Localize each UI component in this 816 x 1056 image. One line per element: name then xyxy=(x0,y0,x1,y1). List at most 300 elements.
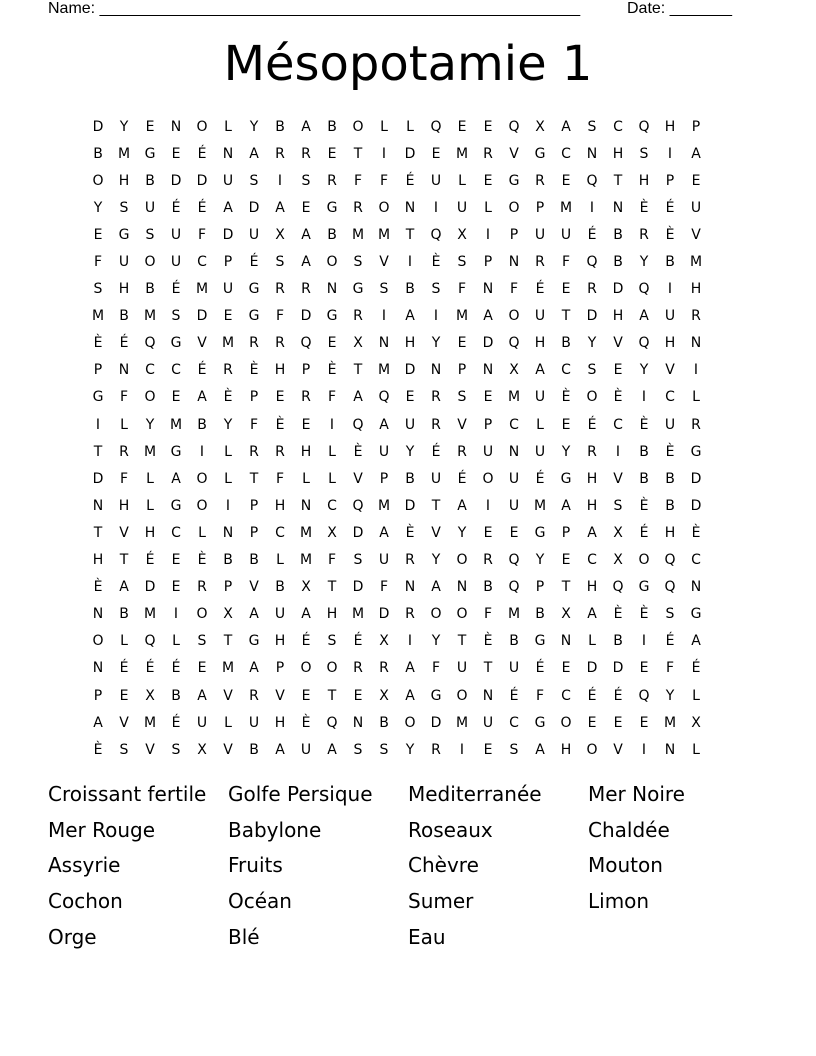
grid-letter[interactable]: N xyxy=(222,145,234,162)
grid-letter[interactable]: S xyxy=(353,254,363,271)
grid-letter[interactable]: Q xyxy=(586,172,598,189)
grid-letter[interactable]: É xyxy=(171,714,181,731)
grid-letter[interactable]: M xyxy=(507,389,521,406)
grid-letter[interactable]: M xyxy=(221,660,235,677)
grid-letter[interactable]: L xyxy=(172,633,180,650)
grid-letter[interactable]: G xyxy=(92,389,104,406)
grid-letter[interactable]: I xyxy=(433,199,439,216)
grid-letter[interactable]: D xyxy=(430,714,442,731)
grid-letter[interactable]: B xyxy=(119,308,129,325)
grid-letter[interactable]: X xyxy=(379,687,389,704)
grid-letter[interactable]: É xyxy=(587,226,597,243)
grid-letter[interactable]: C xyxy=(691,552,701,569)
grid-letter[interactable]: È xyxy=(691,524,701,541)
grid-letter[interactable]: T xyxy=(561,308,571,325)
grid-letter[interactable]: C xyxy=(561,687,571,704)
grid-letter[interactable]: É xyxy=(145,552,155,569)
grid-letter[interactable]: L xyxy=(198,524,206,541)
grid-letter[interactable]: S xyxy=(119,199,129,216)
grid-letter[interactable]: É xyxy=(535,470,545,487)
grid-letter[interactable]: C xyxy=(561,145,571,162)
grid-letter[interactable]: R xyxy=(301,145,311,162)
grid-letter[interactable]: È xyxy=(483,633,493,650)
grid-letter[interactable]: I xyxy=(589,199,595,216)
grid-letter[interactable]: E xyxy=(691,172,701,189)
grid-letter[interactable]: Q xyxy=(430,118,442,135)
grid-letter[interactable]: È xyxy=(431,254,441,271)
grid-letter[interactable]: N xyxy=(92,606,104,623)
grid-letter[interactable]: U xyxy=(664,416,676,433)
grid-letter[interactable]: R xyxy=(457,443,467,460)
grid-letter[interactable]: É xyxy=(353,633,363,650)
grid-letter[interactable]: G xyxy=(638,579,650,596)
grid-letter[interactable]: A xyxy=(639,308,649,325)
grid-letter[interactable]: V xyxy=(119,524,129,541)
grid-letter[interactable]: U xyxy=(508,497,520,514)
grid-letter[interactable]: B xyxy=(405,281,415,298)
grid-letter[interactable]: O xyxy=(196,470,208,487)
grid-letter[interactable]: N xyxy=(222,524,234,541)
grid-letter[interactable]: G xyxy=(430,687,442,704)
grid-letter[interactable]: O xyxy=(144,254,156,271)
grid-letter[interactable]: Y xyxy=(587,335,597,352)
grid-letter[interactable]: F xyxy=(249,416,259,433)
grid-letter[interactable]: T xyxy=(119,552,129,569)
grid-letter[interactable]: S xyxy=(301,172,311,189)
grid-letter[interactable]: A xyxy=(249,606,259,623)
grid-letter[interactable]: É xyxy=(665,199,675,216)
grid-letter[interactable]: R xyxy=(119,443,129,460)
grid-letter[interactable]: R xyxy=(275,145,285,162)
grid-letter[interactable]: T xyxy=(353,145,363,162)
grid-letter[interactable]: E xyxy=(587,714,597,731)
grid-letter[interactable]: A xyxy=(405,308,415,325)
grid-letter[interactable]: D xyxy=(482,335,494,352)
grid-letter[interactable]: M xyxy=(455,145,469,162)
grid-letter[interactable]: I xyxy=(615,443,621,460)
grid-letter[interactable]: H xyxy=(664,335,676,352)
grid-letter[interactable]: P xyxy=(457,362,467,379)
grid-letter[interactable]: V xyxy=(509,145,519,162)
grid-letter[interactable]: R xyxy=(587,443,597,460)
grid-letter[interactable]: É xyxy=(119,660,129,677)
grid-letter[interactable]: R xyxy=(327,172,337,189)
grid-letter[interactable]: O xyxy=(586,741,598,758)
grid-letter[interactable]: È xyxy=(405,524,415,541)
grid-letter[interactable]: D xyxy=(404,497,416,514)
grid-letter[interactable]: V xyxy=(665,362,675,379)
grid-letter[interactable]: D xyxy=(92,470,104,487)
grid-letter[interactable]: A xyxy=(197,687,207,704)
grid-letter[interactable]: M xyxy=(299,524,313,541)
grid-letter[interactable]: H xyxy=(586,470,598,487)
grid-letter[interactable]: P xyxy=(93,362,103,379)
grid-letter[interactable]: S xyxy=(379,281,389,298)
grid-letter[interactable]: G xyxy=(118,226,130,243)
grid-letter[interactable]: E xyxy=(275,389,285,406)
grid-letter[interactable]: N xyxy=(92,497,104,514)
grid-letter[interactable]: M xyxy=(91,308,105,325)
grid-letter[interactable]: D xyxy=(196,172,208,189)
grid-letter[interactable]: D xyxy=(612,660,624,677)
grid-letter[interactable]: O xyxy=(196,118,208,135)
grid-letter[interactable]: S xyxy=(327,633,337,650)
grid-letter[interactable]: È xyxy=(197,552,207,569)
grid-letter[interactable]: I xyxy=(641,741,647,758)
grid-letter[interactable]: E xyxy=(197,660,207,677)
grid-letter[interactable]: N xyxy=(586,145,598,162)
grid-letter[interactable]: F xyxy=(275,308,285,325)
grid-letter[interactable]: B xyxy=(483,579,493,596)
grid-letter[interactable]: I xyxy=(329,416,335,433)
grid-letter[interactable]: F xyxy=(509,281,519,298)
grid-letter[interactable]: U xyxy=(430,172,442,189)
grid-letter[interactable]: U xyxy=(508,660,520,677)
grid-letter[interactable]: C xyxy=(509,416,519,433)
grid-letter[interactable]: Q xyxy=(508,552,520,569)
grid-letter[interactable]: I xyxy=(641,633,647,650)
grid-letter[interactable]: P xyxy=(535,579,545,596)
grid-letter[interactable]: R xyxy=(535,172,545,189)
grid-letter[interactable]: D xyxy=(586,308,598,325)
grid-letter[interactable]: C xyxy=(275,524,285,541)
grid-letter[interactable]: M xyxy=(533,497,547,514)
grid-letter[interactable]: S xyxy=(249,172,259,189)
grid-letter[interactable]: R xyxy=(197,579,207,596)
grid-letter[interactable]: O xyxy=(560,714,572,731)
grid-letter[interactable]: X xyxy=(301,579,311,596)
grid-letter[interactable]: C xyxy=(171,524,181,541)
grid-letter[interactable]: N xyxy=(92,660,104,677)
grid-letter[interactable]: E xyxy=(171,552,181,569)
grid-letter[interactable]: É xyxy=(587,416,597,433)
grid-letter[interactable]: H xyxy=(118,281,130,298)
grid-letter[interactable]: L xyxy=(224,470,232,487)
grid-letter[interactable]: A xyxy=(171,470,181,487)
grid-letter[interactable]: D xyxy=(170,172,182,189)
grid-letter[interactable]: I xyxy=(95,416,101,433)
grid-letter[interactable]: H xyxy=(586,497,598,514)
grid-letter[interactable]: F xyxy=(483,606,493,623)
grid-letter[interactable]: R xyxy=(691,416,701,433)
grid-letter[interactable]: R xyxy=(353,199,363,216)
grid-letter[interactable]: D xyxy=(352,524,364,541)
grid-letter[interactable]: É xyxy=(171,660,181,677)
grid-letter[interactable]: H xyxy=(586,579,598,596)
grid-letter[interactable]: E xyxy=(483,118,493,135)
grid-letter[interactable]: U xyxy=(300,741,312,758)
grid-letter[interactable]: A xyxy=(301,606,311,623)
grid-letter[interactable]: B xyxy=(613,226,623,243)
grid-letter[interactable]: U xyxy=(378,443,390,460)
grid-letter[interactable]: G xyxy=(534,145,546,162)
grid-letter[interactable]: E xyxy=(561,552,571,569)
grid-letter[interactable]: S xyxy=(587,362,597,379)
grid-letter[interactable]: Y xyxy=(457,524,467,541)
grid-letter[interactable]: R xyxy=(431,741,441,758)
grid-letter[interactable]: M xyxy=(663,714,677,731)
grid-letter[interactable]: P xyxy=(93,687,103,704)
grid-letter[interactable]: É xyxy=(665,633,675,650)
grid-letter[interactable]: R xyxy=(431,416,441,433)
grid-letter[interactable]: X xyxy=(223,606,233,623)
grid-letter[interactable]: È xyxy=(93,579,103,596)
grid-letter[interactable]: E xyxy=(145,118,155,135)
grid-letter[interactable]: Y xyxy=(431,335,441,352)
grid-letter[interactable]: E xyxy=(457,118,467,135)
grid-letter[interactable]: X xyxy=(613,524,623,541)
grid-letter[interactable]: N xyxy=(508,254,520,271)
grid-letter[interactable]: B xyxy=(613,254,623,271)
grid-letter[interactable]: O xyxy=(352,118,364,135)
grid-letter[interactable]: R xyxy=(483,145,493,162)
grid-letter[interactable]: F xyxy=(379,172,389,189)
grid-letter[interactable]: V xyxy=(613,335,623,352)
grid-letter[interactable]: E xyxy=(353,687,363,704)
grid-letter[interactable]: E xyxy=(613,714,623,731)
grid-letter[interactable]: R xyxy=(275,281,285,298)
grid-letter[interactable]: N xyxy=(300,497,312,514)
grid-letter[interactable]: G xyxy=(534,633,546,650)
grid-letter[interactable]: G xyxy=(690,443,702,460)
grid-letter[interactable]: O xyxy=(456,606,468,623)
grid-letter[interactable]: È xyxy=(327,362,337,379)
grid-letter[interactable]: E xyxy=(405,389,415,406)
grid-letter[interactable]: P xyxy=(275,660,285,677)
grid-letter[interactable]: S xyxy=(613,497,623,514)
grid-letter[interactable]: D xyxy=(378,606,390,623)
grid-letter[interactable]: V xyxy=(119,714,129,731)
grid-letter[interactable]: E xyxy=(613,362,623,379)
grid-letter[interactable]: É xyxy=(587,687,597,704)
grid-letter[interactable]: D xyxy=(248,199,260,216)
grid-letter[interactable]: T xyxy=(405,226,415,243)
grid-letter[interactable]: U xyxy=(534,226,546,243)
grid-letter[interactable]: H xyxy=(638,172,650,189)
grid-letter[interactable]: S xyxy=(457,389,467,406)
grid-letter[interactable]: U xyxy=(456,199,468,216)
grid-letter[interactable]: A xyxy=(301,254,311,271)
grid-letter[interactable]: G xyxy=(144,145,156,162)
grid-letter[interactable]: L xyxy=(224,443,232,460)
grid-letter[interactable]: N xyxy=(482,362,494,379)
grid-letter[interactable]: Y xyxy=(639,362,649,379)
grid-letter[interactable]: É xyxy=(197,145,207,162)
grid-letter[interactable]: S xyxy=(353,552,363,569)
grid-letter[interactable]: H xyxy=(274,497,286,514)
grid-letter[interactable]: È xyxy=(275,416,285,433)
grid-letter[interactable]: F xyxy=(93,254,103,271)
grid-letter[interactable]: Q xyxy=(638,281,650,298)
grid-letter[interactable]: A xyxy=(405,687,415,704)
grid-letter[interactable]: E xyxy=(483,524,493,541)
grid-letter[interactable]: B xyxy=(171,687,181,704)
grid-letter[interactable]: A xyxy=(457,497,467,514)
grid-letter[interactable]: F xyxy=(327,389,337,406)
grid-letter[interactable]: L xyxy=(120,633,128,650)
grid-letter[interactable]: D xyxy=(586,660,598,677)
grid-letter[interactable]: X xyxy=(197,741,207,758)
grid-letter[interactable]: É xyxy=(691,660,701,677)
grid-letter[interactable]: M xyxy=(221,335,235,352)
grid-letter[interactable]: G xyxy=(248,308,260,325)
grid-letter[interactable]: L xyxy=(120,416,128,433)
grid-letter[interactable]: H xyxy=(612,145,624,162)
grid-letter[interactable]: Y xyxy=(249,118,259,135)
grid-letter[interactable]: U xyxy=(456,660,468,677)
grid-letter[interactable]: R xyxy=(301,281,311,298)
grid-letter[interactable]: H xyxy=(274,362,286,379)
grid-letter[interactable]: L xyxy=(328,443,336,460)
grid-letter[interactable]: S xyxy=(353,741,363,758)
grid-letter[interactable]: V xyxy=(613,470,623,487)
grid-letter[interactable]: Y xyxy=(93,199,103,216)
grid-letter[interactable]: N xyxy=(612,199,624,216)
grid-letter[interactable]: N xyxy=(508,443,520,460)
grid-letter[interactable]: G xyxy=(248,281,260,298)
grid-letter[interactable]: Q xyxy=(144,633,156,650)
grid-letter[interactable]: R xyxy=(405,606,415,623)
grid-letter[interactable]: E xyxy=(561,281,571,298)
grid-letter[interactable]: S xyxy=(197,633,207,650)
grid-letter[interactable]: B xyxy=(327,226,337,243)
grid-letter[interactable]: L xyxy=(536,416,544,433)
grid-letter[interactable]: L xyxy=(484,199,492,216)
grid-letter[interactable]: B xyxy=(665,254,675,271)
grid-letter[interactable]: E xyxy=(171,145,181,162)
grid-letter[interactable]: V xyxy=(223,687,233,704)
grid-letter[interactable]: F xyxy=(119,470,129,487)
grid-letter[interactable]: F xyxy=(535,687,545,704)
grid-letter[interactable]: F xyxy=(457,281,467,298)
grid-letter[interactable]: O xyxy=(300,660,312,677)
grid-letter[interactable]: P xyxy=(561,524,571,541)
grid-letter[interactable]: N xyxy=(456,579,468,596)
grid-letter[interactable]: A xyxy=(691,145,701,162)
grid-letter[interactable]: A xyxy=(119,579,129,596)
grid-letter[interactable]: D xyxy=(196,308,208,325)
grid-letter[interactable]: U xyxy=(482,443,494,460)
grid-letter[interactable]: Y xyxy=(145,416,155,433)
name-field[interactable]: Name: ______________________________________________________ xyxy=(48,0,581,17)
grid-letter[interactable]: G xyxy=(248,633,260,650)
grid-letter[interactable]: C xyxy=(197,254,207,271)
grid-letter[interactable]: Y xyxy=(431,633,441,650)
grid-letter[interactable]: É xyxy=(405,172,415,189)
grid-letter[interactable]: D xyxy=(92,118,104,135)
grid-letter[interactable]: H xyxy=(534,335,546,352)
grid-letter[interactable]: E xyxy=(93,226,103,243)
grid-letter[interactable]: R xyxy=(691,308,701,325)
grid-letter[interactable]: È xyxy=(249,362,259,379)
grid-letter[interactable]: V xyxy=(197,335,207,352)
grid-letter[interactable]: È xyxy=(561,389,571,406)
grid-letter[interactable]: G xyxy=(352,281,364,298)
grid-letter[interactable]: C xyxy=(561,362,571,379)
grid-letter[interactable]: M xyxy=(377,362,391,379)
grid-letter[interactable]: È xyxy=(613,606,623,623)
grid-letter[interactable]: U xyxy=(560,226,572,243)
grid-letter[interactable]: É xyxy=(197,362,207,379)
grid-letter[interactable]: U xyxy=(248,714,260,731)
grid-letter[interactable]: U xyxy=(690,199,702,216)
grid-letter[interactable]: C xyxy=(327,497,337,514)
grid-letter[interactable]: E xyxy=(119,687,129,704)
grid-letter[interactable]: B xyxy=(145,172,155,189)
grid-letter[interactable]: Q xyxy=(144,335,156,352)
grid-letter[interactable]: I xyxy=(173,606,179,623)
grid-letter[interactable]: M xyxy=(559,199,573,216)
grid-letter[interactable]: X xyxy=(379,633,389,650)
grid-letter[interactable]: H xyxy=(612,308,624,325)
grid-letter[interactable]: D xyxy=(300,308,312,325)
grid-letter[interactable]: B xyxy=(613,633,623,650)
grid-letter[interactable]: A xyxy=(223,199,233,216)
grid-letter[interactable]: È xyxy=(93,335,103,352)
grid-letter[interactable]: N xyxy=(326,281,338,298)
grid-letter[interactable]: P xyxy=(223,579,233,596)
grid-letter[interactable]: B xyxy=(119,606,129,623)
grid-letter[interactable]: R xyxy=(431,389,441,406)
grid-letter[interactable]: U xyxy=(248,226,260,243)
grid-letter[interactable]: I xyxy=(485,226,491,243)
grid-letter[interactable]: T xyxy=(457,633,467,650)
grid-letter[interactable]: S xyxy=(457,254,467,271)
grid-letter[interactable]: D xyxy=(612,281,624,298)
grid-letter[interactable]: È xyxy=(93,741,103,758)
grid-letter[interactable]: É xyxy=(509,687,519,704)
grid-letter[interactable]: T xyxy=(327,687,337,704)
grid-letter[interactable]: P xyxy=(509,226,519,243)
grid-letter[interactable]: S xyxy=(431,281,441,298)
grid-letter[interactable]: P xyxy=(249,389,259,406)
grid-letter[interactable]: V xyxy=(353,470,363,487)
grid-letter[interactable]: S xyxy=(587,118,597,135)
grid-letter[interactable]: U xyxy=(508,470,520,487)
grid-letter[interactable]: S xyxy=(275,254,285,271)
grid-letter[interactable]: Q xyxy=(508,118,520,135)
grid-letter[interactable]: I xyxy=(693,362,699,379)
grid-letter[interactable]: É xyxy=(457,470,467,487)
grid-letter[interactable]: X xyxy=(535,118,545,135)
grid-letter[interactable]: D xyxy=(690,497,702,514)
grid-letter[interactable]: P xyxy=(223,254,233,271)
grid-letter[interactable]: B xyxy=(509,633,519,650)
grid-letter[interactable]: U xyxy=(170,254,182,271)
grid-letter[interactable]: R xyxy=(353,660,363,677)
grid-letter[interactable]: R xyxy=(249,687,259,704)
grid-letter[interactable]: E xyxy=(431,145,441,162)
grid-letter[interactable]: L xyxy=(380,118,388,135)
grid-letter[interactable]: O xyxy=(326,254,338,271)
grid-letter[interactable]: Y xyxy=(119,118,129,135)
grid-letter[interactable]: E xyxy=(483,741,493,758)
grid-letter[interactable]: E xyxy=(171,579,181,596)
grid-letter[interactable]: X xyxy=(145,687,155,704)
grid-letter[interactable]: L xyxy=(276,552,284,569)
grid-letter[interactable]: É xyxy=(119,335,129,352)
grid-letter[interactable]: O xyxy=(378,199,390,216)
grid-letter[interactable]: Q xyxy=(586,254,598,271)
grid-letter[interactable]: Q xyxy=(326,714,338,731)
grid-letter[interactable]: B xyxy=(223,552,233,569)
grid-letter[interactable]: S xyxy=(93,281,103,298)
grid-letter[interactable]: F xyxy=(275,470,285,487)
grid-letter[interactable]: N xyxy=(664,741,676,758)
grid-letter[interactable]: M xyxy=(455,714,469,731)
grid-letter[interactable]: L xyxy=(224,118,232,135)
grid-letter[interactable]: U xyxy=(118,254,130,271)
